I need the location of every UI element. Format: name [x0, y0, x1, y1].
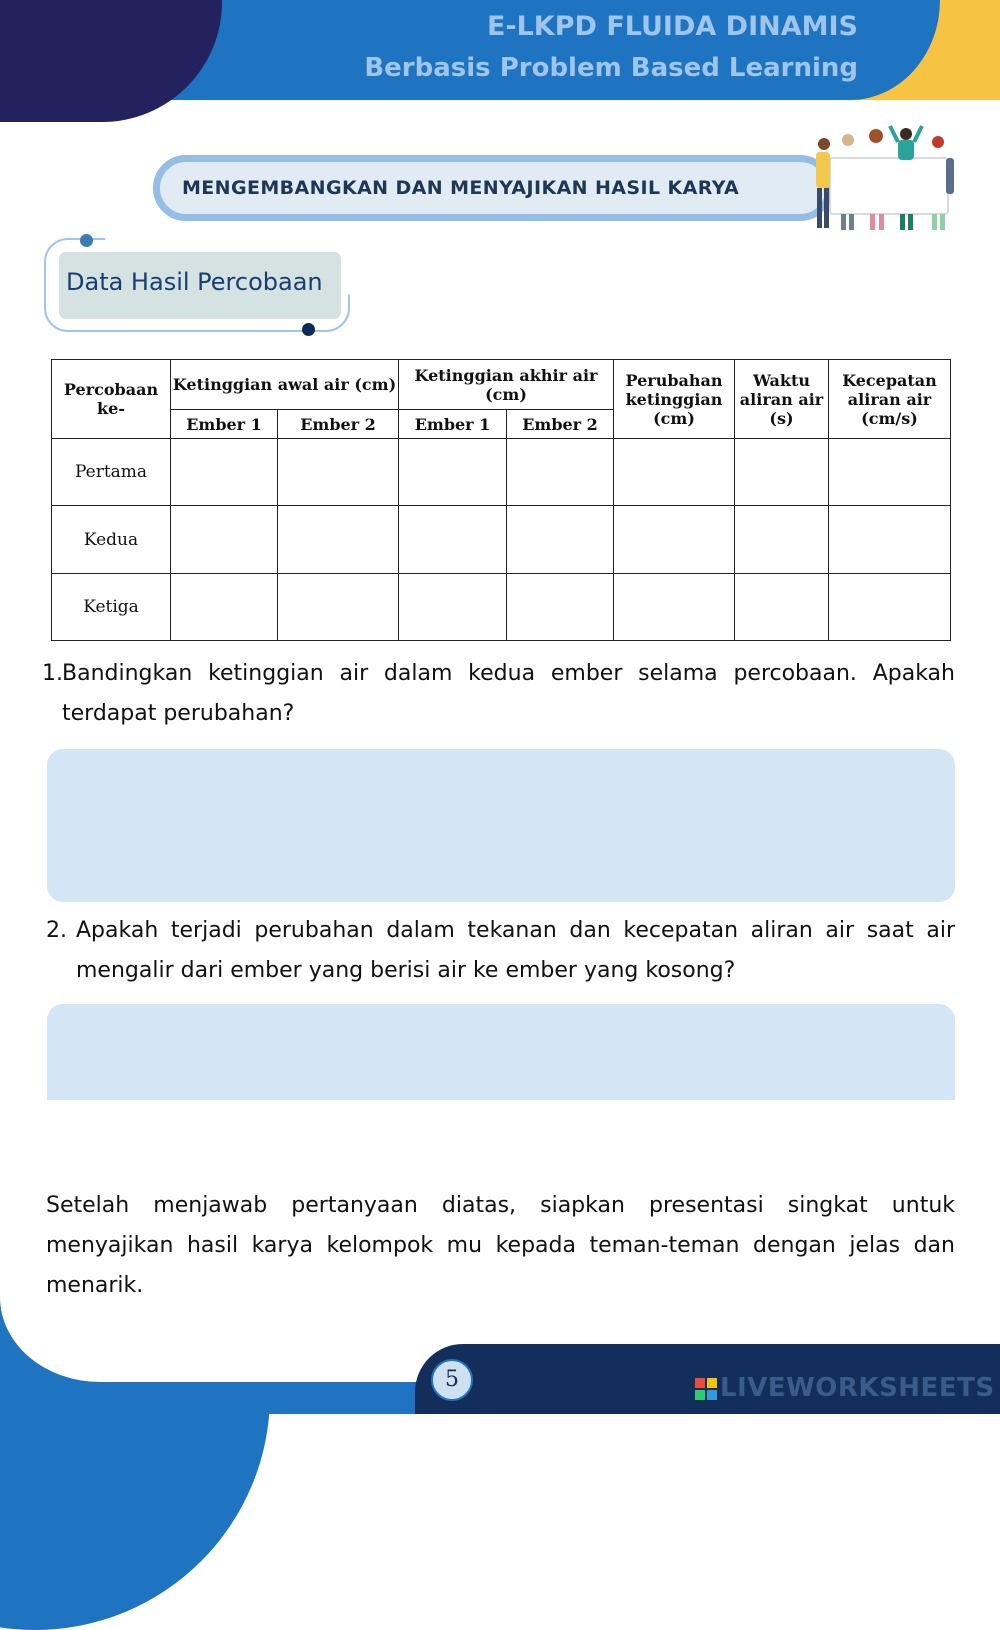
section-banner [153, 155, 833, 221]
row-label: Pertama [52, 439, 171, 506]
table-cell-input[interactable] [614, 506, 735, 574]
section-label-text: Data Hasil Percobaan [66, 268, 323, 296]
table-cell-input[interactable] [171, 439, 278, 506]
liveworksheets-logo-icon [695, 1378, 717, 1400]
table-cell-input[interactable] [507, 574, 614, 641]
table-cell-input[interactable] [735, 574, 829, 641]
footer-strip [0, 1382, 430, 1414]
header-corner-shape [0, 0, 222, 122]
question-1 [42, 654, 955, 734]
table-cell-input[interactable] [507, 439, 614, 506]
header-kecepatan: Kecepatan aliran air (cm/s) [829, 360, 951, 439]
page-number: 5 [431, 1359, 473, 1401]
table-cell-input[interactable] [735, 506, 829, 574]
table-row [52, 574, 951, 641]
header-waktu: Waktu aliran air (s) [735, 360, 829, 439]
table-cell-input[interactable] [614, 574, 735, 641]
header-title-line1: E-LKPD FLUIDA DINAMIS [486, 11, 858, 42]
closing-instruction: Setelah menjawab pertanyaan diatas, siapkan presentasi singkat untuk menyajikan hasil karya kelompok mu kepada teman-teman dengan jelas dan menarik. [46, 1193, 955, 1298]
experiment-data-table [51, 359, 951, 641]
table-cell-input[interactable] [614, 439, 735, 506]
table-cell-input[interactable] [829, 439, 951, 506]
header-akhir-ember1: Ember 1 [399, 410, 507, 439]
row-label: Kedua [52, 506, 171, 574]
table-cell-input[interactable] [507, 506, 614, 574]
people-holding-sign-illustration [808, 122, 958, 237]
table-cell-input[interactable] [278, 439, 399, 506]
table-cell-input[interactable] [735, 439, 829, 506]
question-text: Bandingkan ketinggian air dalam kedua ember selama percobaan. Apakah terdapat perubahan? [62, 661, 955, 726]
header-percobaan: Percobaan ke- [52, 360, 171, 439]
table-cell-input[interactable] [278, 574, 399, 641]
header-ketinggian-awal: Ketinggian awal air (cm) [171, 360, 399, 410]
decor-dot [80, 234, 93, 247]
table-cell-input[interactable] [399, 439, 507, 506]
table-cell-input[interactable] [278, 506, 399, 574]
banner-title: MENGEMBANGKAN DAN MENYAJIKAN HASIL KARYA [182, 177, 740, 199]
table-cell-input[interactable] [829, 506, 951, 574]
table-cell-input[interactable] [171, 574, 278, 641]
answer-box-1[interactable] [47, 749, 955, 902]
header-akhir-ember2: Ember 2 [507, 410, 614, 439]
liveworksheets-brand: LIVEWORKSHEETS [720, 1373, 995, 1403]
table-cell-input[interactable] [399, 574, 507, 641]
table-row [52, 506, 951, 574]
section-label [59, 252, 341, 319]
header-ketinggian-akhir: Ketinggian akhir air (cm) [399, 360, 614, 410]
header-awal-ember2: Ember 2 [278, 410, 399, 439]
table-cell-input[interactable] [829, 574, 951, 641]
table-row [52, 439, 951, 506]
header-perubahan: Perubahan ketinggian (cm) [614, 360, 735, 439]
row-label: Ketiga [52, 574, 171, 641]
question-number: 2. [46, 918, 67, 943]
table-cell-input[interactable] [399, 506, 507, 574]
question-text: Apakah terjadi perubahan dalam tekanan dan kecepatan aliran air saat air mengalir dari ember yang berisi air ke ember yang kosong? [76, 918, 955, 983]
header-title-line2: Berbasis Problem Based Learning [364, 53, 858, 83]
question-2 [46, 911, 955, 991]
table-cell-input[interactable] [171, 506, 278, 574]
header-title [364, 8, 858, 90]
question-number: 1. [42, 661, 63, 686]
decor-dot [302, 323, 315, 336]
header-awal-ember1: Ember 1 [171, 410, 278, 439]
